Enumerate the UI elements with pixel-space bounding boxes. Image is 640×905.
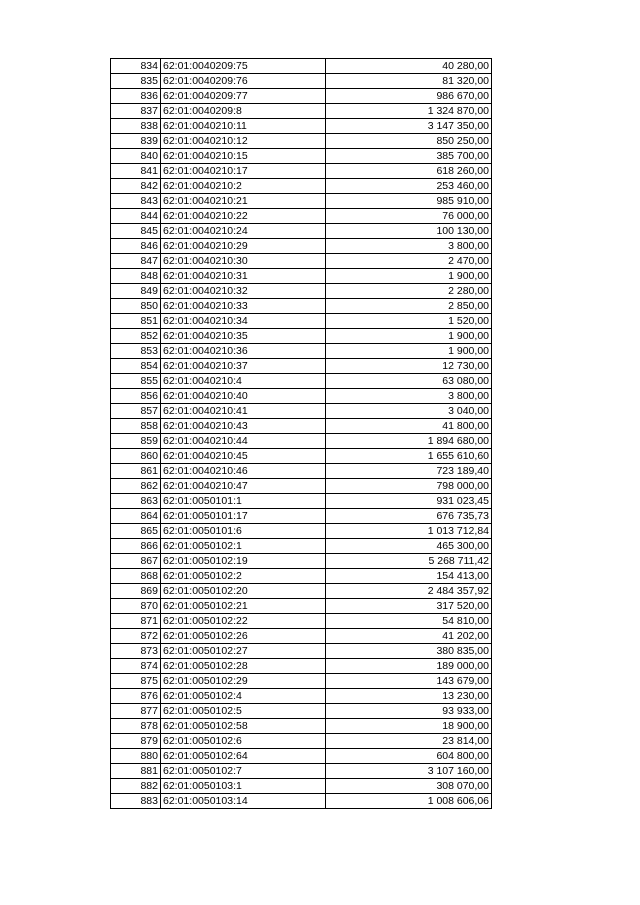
row-number-cell: 880	[111, 749, 161, 764]
row-number-cell: 881	[111, 764, 161, 779]
table-row	[111, 689, 492, 704]
cadastral-number-cell: 62:01:0050102:20	[161, 584, 326, 599]
row-number-cell: 877	[111, 704, 161, 719]
cadastral-value-cell: 850 250,00	[326, 134, 492, 149]
cadastral-value-cell: 76 000,00	[326, 209, 492, 224]
table-row	[111, 344, 492, 359]
table-row	[111, 749, 492, 764]
row-number-cell: 847	[111, 254, 161, 269]
table-row	[111, 359, 492, 374]
cadastral-number-cell: 62:01:0050102:2	[161, 569, 326, 584]
row-number-cell: 843	[111, 194, 161, 209]
cadastral-value-cell: 2 484 357,92	[326, 584, 492, 599]
row-number-cell: 878	[111, 719, 161, 734]
cadastral-number-cell: 62:01:0050102:64	[161, 749, 326, 764]
cadastral-value-cell: 1 894 680,00	[326, 434, 492, 449]
cadastral-number-cell: 62:01:0040210:44	[161, 434, 326, 449]
cadastral-value-cell: 931 023,45	[326, 494, 492, 509]
row-number-cell: 863	[111, 494, 161, 509]
cadastral-value-cell: 1 324 870,00	[326, 104, 492, 119]
table-row	[111, 494, 492, 509]
cadastral-number-cell: 62:01:0040209:76	[161, 74, 326, 89]
row-number-cell: 844	[111, 209, 161, 224]
cadastral-number-cell: 62:01:0040210:45	[161, 449, 326, 464]
row-number-cell: 868	[111, 569, 161, 584]
cadastral-number-cell: 62:01:0040210:17	[161, 164, 326, 179]
row-number-cell: 874	[111, 659, 161, 674]
cadastral-number-cell: 62:01:0050102:29	[161, 674, 326, 689]
cadastral-value-cell: 465 300,00	[326, 539, 492, 554]
cadastral-value-cell: 1 900,00	[326, 344, 492, 359]
cadastral-value-cell: 40 280,00	[326, 59, 492, 74]
table-row	[111, 284, 492, 299]
row-number-cell: 866	[111, 539, 161, 554]
row-number-cell: 872	[111, 629, 161, 644]
row-number-cell: 852	[111, 329, 161, 344]
cadastral-number-cell: 62:01:0050102:22	[161, 614, 326, 629]
row-number-cell: 853	[111, 344, 161, 359]
cadastral-number-cell: 62:01:0050102:7	[161, 764, 326, 779]
cadastral-value-cell: 1 520,00	[326, 314, 492, 329]
cadastral-number-cell: 62:01:0050101:17	[161, 509, 326, 524]
row-number-cell: 834	[111, 59, 161, 74]
cadastral-value-cell: 380 835,00	[326, 644, 492, 659]
cadastral-value-cell: 1 013 712,84	[326, 524, 492, 539]
row-number-cell: 858	[111, 419, 161, 434]
table-row	[111, 179, 492, 194]
cadastral-value-cell: 189 000,00	[326, 659, 492, 674]
table-row	[111, 569, 492, 584]
table-row	[111, 509, 492, 524]
cadastral-value-cell: 54 810,00	[326, 614, 492, 629]
cadastral-number-cell: 62:01:0050103:14	[161, 794, 326, 809]
cadastral-number-cell: 62:01:0050102:19	[161, 554, 326, 569]
table-row	[111, 764, 492, 779]
row-number-cell: 835	[111, 74, 161, 89]
row-number-cell: 837	[111, 104, 161, 119]
cadastral-value-cell: 1 008 606,06	[326, 794, 492, 809]
row-number-cell: 857	[111, 404, 161, 419]
cadastral-number-cell: 62:01:0040209:8	[161, 104, 326, 119]
row-number-cell: 871	[111, 614, 161, 629]
table-row	[111, 104, 492, 119]
row-number-cell: 862	[111, 479, 161, 494]
row-number-cell: 855	[111, 374, 161, 389]
cadastral-number-cell: 62:01:0050102:28	[161, 659, 326, 674]
cadastral-value-cell: 3 800,00	[326, 389, 492, 404]
row-number-cell: 864	[111, 509, 161, 524]
table-row	[111, 539, 492, 554]
table-row	[111, 704, 492, 719]
row-number-cell: 839	[111, 134, 161, 149]
row-number-cell: 856	[111, 389, 161, 404]
cadastral-value-cell: 385 700,00	[326, 149, 492, 164]
cadastral-value-cell: 81 320,00	[326, 74, 492, 89]
table-row	[111, 254, 492, 269]
row-number-cell: 869	[111, 584, 161, 599]
table-row	[111, 479, 492, 494]
cadastral-value-cell: 618 260,00	[326, 164, 492, 179]
table-row	[111, 74, 492, 89]
cadastral-value-cell: 604 800,00	[326, 749, 492, 764]
table-row	[111, 644, 492, 659]
cadastral-number-cell: 62:01:0040210:31	[161, 269, 326, 284]
table-row	[111, 239, 492, 254]
row-number-cell: 876	[111, 689, 161, 704]
row-number-cell: 841	[111, 164, 161, 179]
table-row	[111, 464, 492, 479]
cadastral-value-cell: 93 933,00	[326, 704, 492, 719]
cadastral-number-cell: 62:01:0040210:47	[161, 479, 326, 494]
table-row	[111, 524, 492, 539]
cadastral-value-cell: 1 900,00	[326, 329, 492, 344]
cadastral-value-cell: 41 202,00	[326, 629, 492, 644]
cadastral-value-cell: 1 655 610,60	[326, 449, 492, 464]
table-row	[111, 164, 492, 179]
table-row	[111, 119, 492, 134]
table-row	[111, 299, 492, 314]
cadastral-value-cell: 3 107 160,00	[326, 764, 492, 779]
row-number-cell: 882	[111, 779, 161, 794]
cadastral-value-cell: 317 520,00	[326, 599, 492, 614]
cadastral-value-cell: 308 070,00	[326, 779, 492, 794]
cadastral-value-cell: 723 189,40	[326, 464, 492, 479]
table-row	[111, 794, 492, 809]
cadastral-number-cell: 62:01:0050103:1	[161, 779, 326, 794]
cadastral-value-cell: 154 413,00	[326, 569, 492, 584]
cadastral-number-cell: 62:01:0040210:4	[161, 374, 326, 389]
cadastral-value-cell: 2 470,00	[326, 254, 492, 269]
cadastral-number-cell: 62:01:0040210:21	[161, 194, 326, 209]
row-number-cell: 883	[111, 794, 161, 809]
row-number-cell: 836	[111, 89, 161, 104]
table-row	[111, 209, 492, 224]
cadastral-value-cell: 18 900,00	[326, 719, 492, 734]
cadastral-number-cell: 62:01:0050101:6	[161, 524, 326, 539]
row-number-cell: 854	[111, 359, 161, 374]
cadastral-number-cell: 62:01:0050102:1	[161, 539, 326, 554]
table-row	[111, 629, 492, 644]
cadastral-value-cell: 3 800,00	[326, 239, 492, 254]
cadastral-value-cell: 676 735,73	[326, 509, 492, 524]
table-row	[111, 59, 492, 74]
cadastral-value-cell: 100 130,00	[326, 224, 492, 239]
cadastral-number-cell: 62:01:0040210:11	[161, 119, 326, 134]
cadastral-number-cell: 62:01:0040210:35	[161, 329, 326, 344]
cadastral-value-cell: 12 730,00	[326, 359, 492, 374]
row-number-cell: 840	[111, 149, 161, 164]
cadastral-number-cell: 62:01:0040210:29	[161, 239, 326, 254]
table-row	[111, 434, 492, 449]
cadastral-value-cell: 143 679,00	[326, 674, 492, 689]
cadastral-value-cell: 2 280,00	[326, 284, 492, 299]
table-row	[111, 224, 492, 239]
cadastral-number-cell: 62:01:0040210:2	[161, 179, 326, 194]
table-row	[111, 149, 492, 164]
cadastral-value-cell: 2 850,00	[326, 299, 492, 314]
table-row	[111, 554, 492, 569]
table-row	[111, 674, 492, 689]
row-number-cell: 873	[111, 644, 161, 659]
table-row	[111, 659, 492, 674]
cadastral-number-cell: 62:01:0040209:77	[161, 89, 326, 104]
cadastral-value-cell: 985 910,00	[326, 194, 492, 209]
cadastral-number-cell: 62:01:0040209:75	[161, 59, 326, 74]
table-row	[111, 419, 492, 434]
cadastral-value-cell: 3 147 350,00	[326, 119, 492, 134]
cadastral-number-cell: 62:01:0040210:37	[161, 359, 326, 374]
table-row	[111, 314, 492, 329]
row-number-cell: 849	[111, 284, 161, 299]
cadastral-number-cell: 62:01:0050101:1	[161, 494, 326, 509]
row-number-cell: 859	[111, 434, 161, 449]
table-row	[111, 449, 492, 464]
cadastral-number-cell: 62:01:0040210:36	[161, 344, 326, 359]
cadastral-number-cell: 62:01:0050102:21	[161, 599, 326, 614]
cadastral-number-cell: 62:01:0040210:43	[161, 419, 326, 434]
cadastral-number-cell: 62:01:0050102:26	[161, 629, 326, 644]
cadastral-number-cell: 62:01:0040210:40	[161, 389, 326, 404]
table-row	[111, 614, 492, 629]
table-row	[111, 329, 492, 344]
row-number-cell: 867	[111, 554, 161, 569]
row-number-cell: 865	[111, 524, 161, 539]
cadastral-value-cell: 798 000,00	[326, 479, 492, 494]
cadastral-number-cell: 62:01:0050102:5	[161, 704, 326, 719]
row-number-cell: 860	[111, 449, 161, 464]
cadastral-value-table	[110, 58, 492, 809]
cadastral-number-cell: 62:01:0050102:4	[161, 689, 326, 704]
cadastral-number-cell: 62:01:0040210:46	[161, 464, 326, 479]
cadastral-number-cell: 62:01:0040210:33	[161, 299, 326, 314]
row-number-cell: 848	[111, 269, 161, 284]
cadastral-number-cell: 62:01:0040210:22	[161, 209, 326, 224]
cadastral-value-cell: 3 040,00	[326, 404, 492, 419]
row-number-cell: 842	[111, 179, 161, 194]
row-number-cell: 875	[111, 674, 161, 689]
cadastral-value-cell: 1 900,00	[326, 269, 492, 284]
cadastral-number-cell: 62:01:0050102:6	[161, 734, 326, 749]
table-row	[111, 779, 492, 794]
cadastral-value-cell: 5 268 711,42	[326, 554, 492, 569]
table-row	[111, 404, 492, 419]
cadastral-number-cell: 62:01:0040210:41	[161, 404, 326, 419]
row-number-cell: 870	[111, 599, 161, 614]
row-number-cell: 838	[111, 119, 161, 134]
row-number-cell: 861	[111, 464, 161, 479]
cadastral-number-cell: 62:01:0040210:32	[161, 284, 326, 299]
cadastral-number-cell: 62:01:0040210:34	[161, 314, 326, 329]
cadastral-value-cell: 986 670,00	[326, 89, 492, 104]
table-row	[111, 194, 492, 209]
cadastral-number-cell: 62:01:0050102:27	[161, 644, 326, 659]
cadastral-value-cell: 41 800,00	[326, 419, 492, 434]
row-number-cell: 846	[111, 239, 161, 254]
cadastral-value-cell: 13 230,00	[326, 689, 492, 704]
table-row	[111, 584, 492, 599]
row-number-cell: 850	[111, 299, 161, 314]
table-body	[111, 59, 492, 809]
table-row	[111, 389, 492, 404]
cadastral-number-cell: 62:01:0050102:58	[161, 719, 326, 734]
table-row	[111, 89, 492, 104]
cadastral-number-cell: 62:01:0040210:12	[161, 134, 326, 149]
table-row	[111, 374, 492, 389]
table-row	[111, 734, 492, 749]
table-row	[111, 269, 492, 284]
cadastral-value-cell: 253 460,00	[326, 179, 492, 194]
cadastral-number-cell: 62:01:0040210:24	[161, 224, 326, 239]
table-row	[111, 134, 492, 149]
table-row	[111, 599, 492, 614]
row-number-cell: 879	[111, 734, 161, 749]
cadastral-value-cell: 63 080,00	[326, 374, 492, 389]
cadastral-number-cell: 62:01:0040210:30	[161, 254, 326, 269]
row-number-cell: 851	[111, 314, 161, 329]
table-row	[111, 719, 492, 734]
cadastral-number-cell: 62:01:0040210:15	[161, 149, 326, 164]
row-number-cell: 845	[111, 224, 161, 239]
cadastral-value-cell: 23 814,00	[326, 734, 492, 749]
